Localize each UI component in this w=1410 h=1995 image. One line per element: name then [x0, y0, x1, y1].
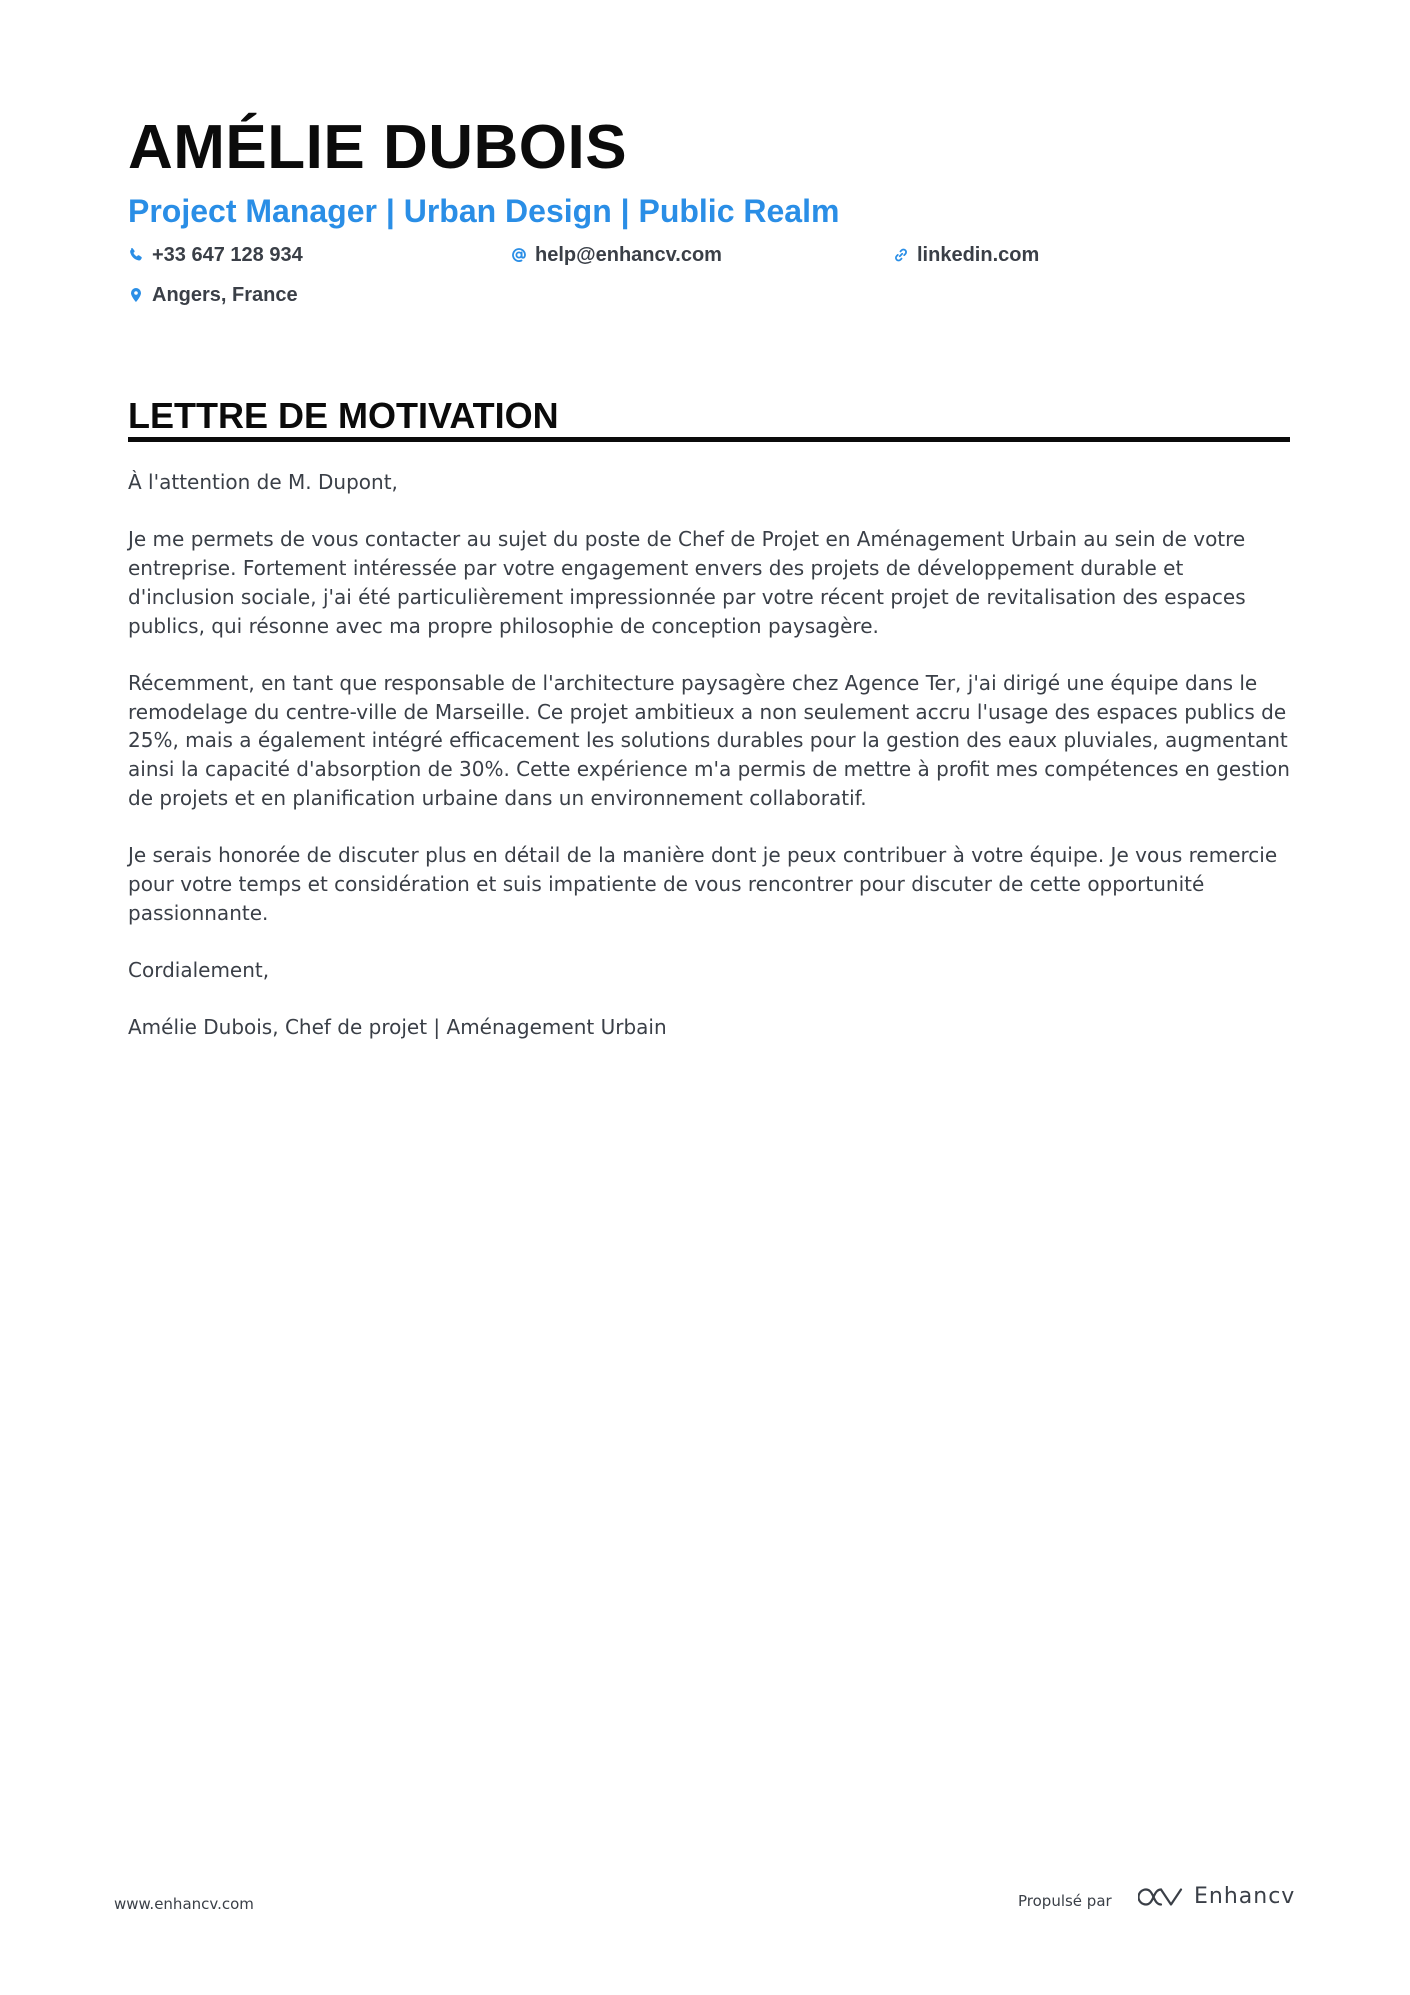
letter-body — [128, 468, 1290, 1071]
contact-phone[interactable] — [128, 241, 303, 269]
letter-salutation: À l'attention de M. Dupont, — [128, 470, 398, 494]
contact-email[interactable] — [511, 241, 722, 269]
candidate-headline: Project Manager | Urban Design | Public Realm — [128, 193, 840, 229]
at-icon — [511, 247, 527, 263]
letter-paragraph: Récemment, en tant que responsable de l'architecture paysagère chez Agence Ter, j'ai dirigé une équipe dans le remodelage du centre-ville de Marseille. Ce projet ambitieux a non seulement accru l'usage des espaces publics de 25%, mais a également intégré efficacement les solutions durables pour la gestion des eaux pluviales, augmentant ainsi la capacité d'absorption de 30%. Cette expérience m'a permis de mettre à profit mes compétences en gestion de projets et en planification urbaine dans un environnement collaboratif. — [128, 670, 1290, 810]
contact-link[interactable] — [893, 241, 1039, 269]
brand-name: Enhancv — [1194, 1884, 1296, 1909]
section-title: LETTRE DE MOTIVATION — [128, 395, 559, 436]
phone-value: +33 647 128 934 — [152, 244, 303, 266]
letter-paragraph: Je serais honorée de discuter plus en détail de la manière dont je peux contribuer à votre équipe. Je vous remercie pour votre temps et considération et suis impatiente de vous rencontrer pour discuter de cette opportunité passionnante. — [128, 843, 1278, 925]
phone-icon — [128, 247, 144, 263]
footer-url[interactable]: www.enhancv.com — [114, 1895, 254, 1913]
location-pin-icon — [128, 287, 144, 303]
contact-location — [128, 281, 298, 309]
letter-paragraph: Je me permets de vous contacter au sujet du poste de Chef de Projet en Aménagement Urbain au sein de votre entreprise. Fortement intéressée par votre engagement envers des projets de développement durable et d'inclusion sociale, j'ai été particulièrement impressionnée par votre récent projet de revitalisation des espaces publics, qui résonne avec ma propre philosophie de conception paysagère. — [128, 527, 1246, 638]
enhancv-logo-icon — [1138, 1884, 1184, 1910]
section-divider — [128, 437, 1290, 442]
location-value: Angers, France — [152, 284, 298, 306]
brand-logo[interactable] — [1138, 1882, 1295, 1912]
link-value: linkedin.com — [917, 244, 1040, 266]
powered-by-label: Propulsé par — [1018, 1892, 1112, 1910]
letter-signature: Amélie Dubois, Chef de projet | Aménagement Urbain — [128, 1015, 667, 1040]
email-value: help@enhancv.com — [535, 244, 722, 266]
candidate-name: AMÉLIE DUBOIS — [128, 113, 628, 182]
letter-closing: Cordialement, — [128, 957, 270, 982]
link-icon — [893, 247, 909, 263]
